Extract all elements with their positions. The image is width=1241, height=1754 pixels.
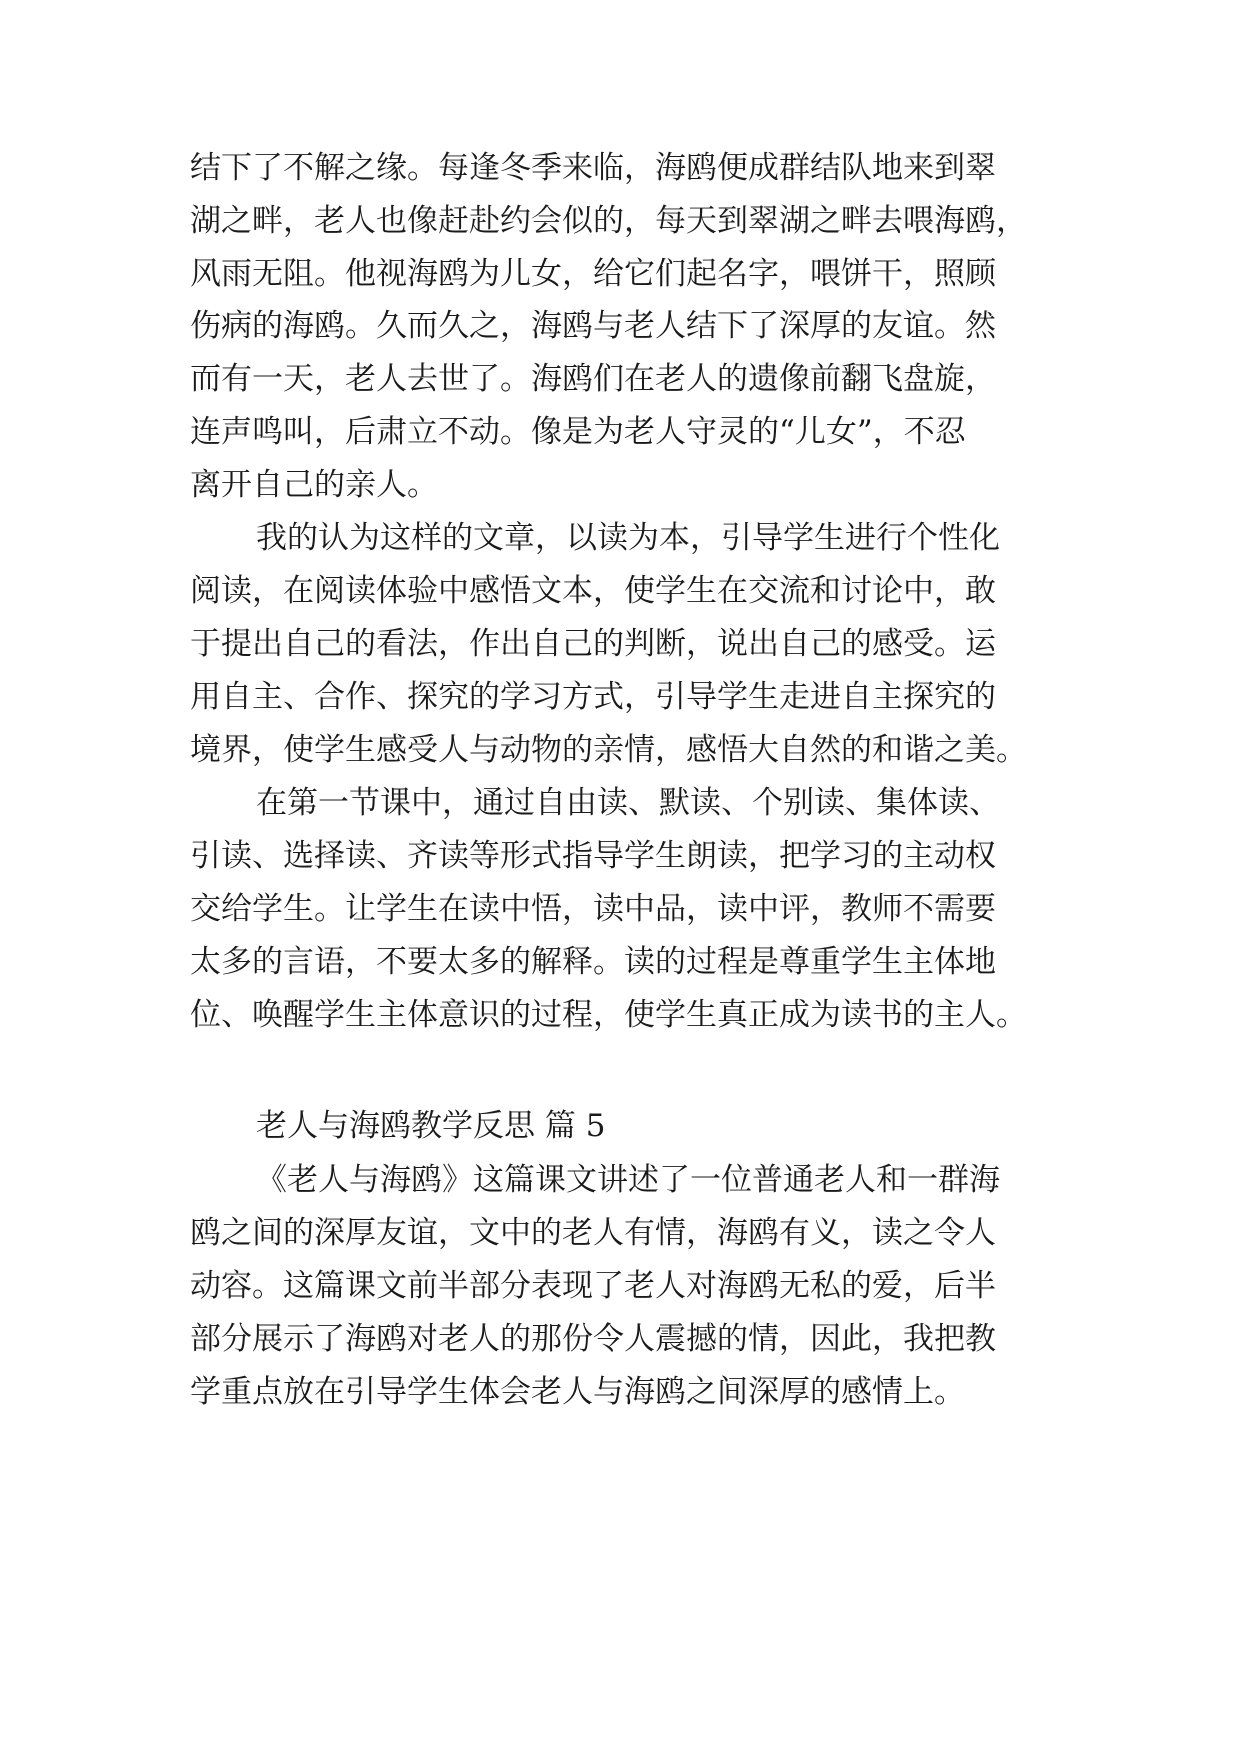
text-line: 用自主、合作、探究的学习方式，引导学生走进自主探究的 — [190, 679, 996, 715]
text-line: 引读、选择读、齐读等形式指导学生朗读，把学习的主动权 — [190, 838, 996, 874]
text-line: 离开自己的亲人。 — [190, 467, 438, 503]
text-line: 位、唤醒学生主体意识的过程，使学生真正成为读书的主人。 — [190, 997, 1027, 1033]
section-heading: 老人与海鸥教学反思 篇 5 — [256, 1108, 606, 1144]
text-line: 风雨无阻。他视海鸥为儿女，给它们起名字，喂饼干，照顾 — [190, 256, 996, 292]
text-line: 太多的言语，不要太多的解释。读的过程是尊重学生主体地 — [190, 944, 996, 980]
text-line: 鸥之间的深厚友谊，文中的老人有情，海鸥有义，读之令人 — [190, 1215, 996, 1251]
text-line: 湖之畔，老人也像赶赴约会似的，每天到翠湖之畔去喂海鸥， — [190, 203, 1027, 239]
text-line: 连声鸣叫，后肃立不动。像是为老人守灵的“儿女”，不忍 — [190, 414, 966, 450]
text-line: 于提出自己的看法，作出自己的判断，说出自己的感受。运 — [190, 626, 996, 662]
text-line: 我的认为这样的文章，以读为本，引导学生进行个性化 — [256, 520, 1000, 556]
text-line: 部分展示了海鸥对老人的那份令人震撼的情，因此，我把教 — [190, 1321, 996, 1357]
text-line: 阅读，在阅读体验中感悟文本，使学生在交流和讨论中，敢 — [190, 573, 996, 609]
text-line: 在第一节课中，通过自由读、默读、个别读、集体读、 — [256, 785, 1000, 821]
text-line: 境界，使学生感受人与动物的亲情，感悟大自然的和谐之美。 — [190, 732, 1027, 768]
text-line: 而有一天，老人去世了。海鸥们在老人的遗像前翻飞盘旋， — [190, 361, 996, 397]
text-line: 《老人与海鸥》这篇课文讲述了一位普通老人和一群海 — [256, 1162, 1000, 1198]
text-line: 动容。这篇课文前半部分表现了老人对海鸥无私的爱，后半 — [190, 1268, 996, 1304]
text-line: 学重点放在引导学生体会老人与海鸥之间深厚的感情上。 — [190, 1374, 965, 1410]
text-line: 交给学生。让学生在读中悟，读中品，读中评，教师不需要 — [190, 891, 996, 927]
text-line: 结下了不解之缘。每逢冬季来临，海鸥便成群结队地来到翠 — [190, 150, 996, 186]
text-line: 伤病的海鸥。久而久之，海鸥与老人结下了深厚的友谊。然 — [190, 308, 996, 344]
